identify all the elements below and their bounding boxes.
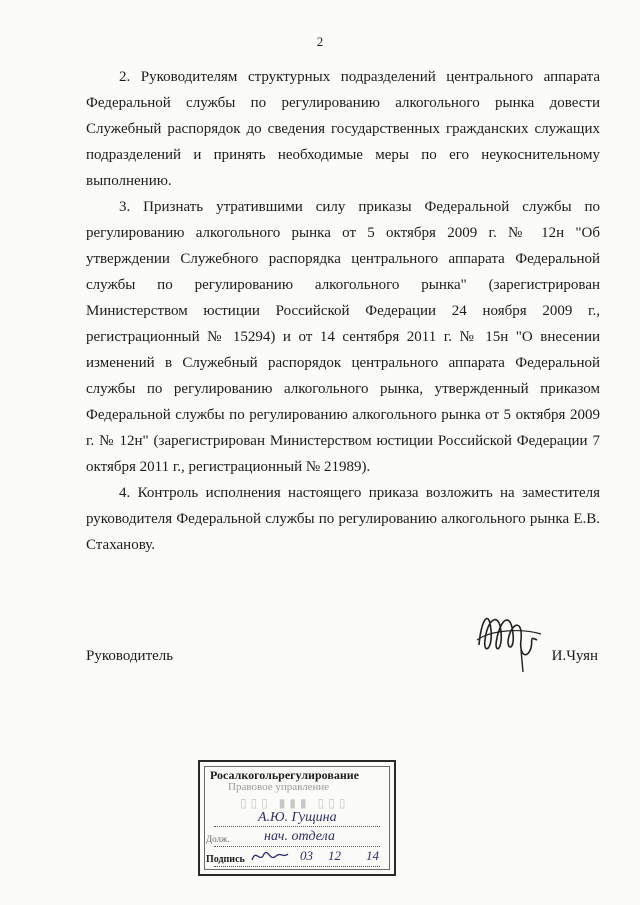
signature-block: [86, 600, 600, 680]
handwritten-signature: [471, 600, 551, 675]
stamp-handwritten-name: А.Ю. Гущина: [258, 810, 337, 825]
stamp-faded-number: ▯▯▯ ▮▮▮ ▯▯▯: [240, 796, 350, 810]
stamp-name-line: [214, 826, 380, 827]
signer-title: Руководитель: [86, 648, 174, 664]
stamp-organization: Росалкогольрегулирование: [210, 768, 359, 782]
stamp-label-position: Долж.: [206, 834, 230, 844]
stamp-date-day: 03: [300, 848, 313, 863]
paragraph-4: 4. Контроль исполнения настоящего приказа возложить на заместителя руководителя Федеральной службы по регулированию алкогольного рынка Е.В. Стаханову.: [86, 485, 600, 553]
stamp-department: Правовое управление: [228, 781, 330, 793]
stamp-date-month: 12: [328, 848, 341, 863]
stamp-signature-scrawl: [250, 846, 290, 866]
stamp-handwritten-position: нач. отдела: [264, 829, 335, 844]
paragraph-2: 2. Руководителям структурных подразделений центрального аппарата Федеральной службы по регулированию алкогольного рынка довести Служебный распорядок до сведения государственных гражданских служащих подразделений и принять необходимые меры по его неукоснительному выполнению.: [86, 69, 600, 189]
registration-stamp: [198, 760, 396, 876]
paragraph-3: 3. Признать утратившими силу приказы Федеральной службы по регулированию алкогольного рынка от 5 октября 2009 г. № 12н "Об утверждении Служебного распорядка центрального аппарата Федеральной службы по регулированию алкогольного рынка" (зарегистрирован Министерством юстиции Российской Федерации 24 ноября 2009 г., регистрационный № 15294) и от 14 сентября 2011 г. № 15н "О внесении изменений в Служебный распорядок центрального аппарата Федеральной службы по регулированию алкогольного рынка, утвержденный приказом Федеральной службы по регулированию алкогольного рынка от 5 октября 2009 г. № 12н" (зарегистрирован Министерством юстиции Российской Федерации 7 октября 2011 г., регистрационный № 21989).: [86, 199, 600, 475]
signer-name: И.Чуян: [551, 648, 598, 664]
page-number: 2: [316, 34, 324, 49]
stamp-position-line: [214, 846, 380, 847]
stamp-date-year: 14: [366, 848, 379, 863]
stamp-signature-line: [214, 866, 380, 867]
stamp-label-signature: Подпись: [206, 854, 245, 865]
document-body: [86, 64, 600, 558]
